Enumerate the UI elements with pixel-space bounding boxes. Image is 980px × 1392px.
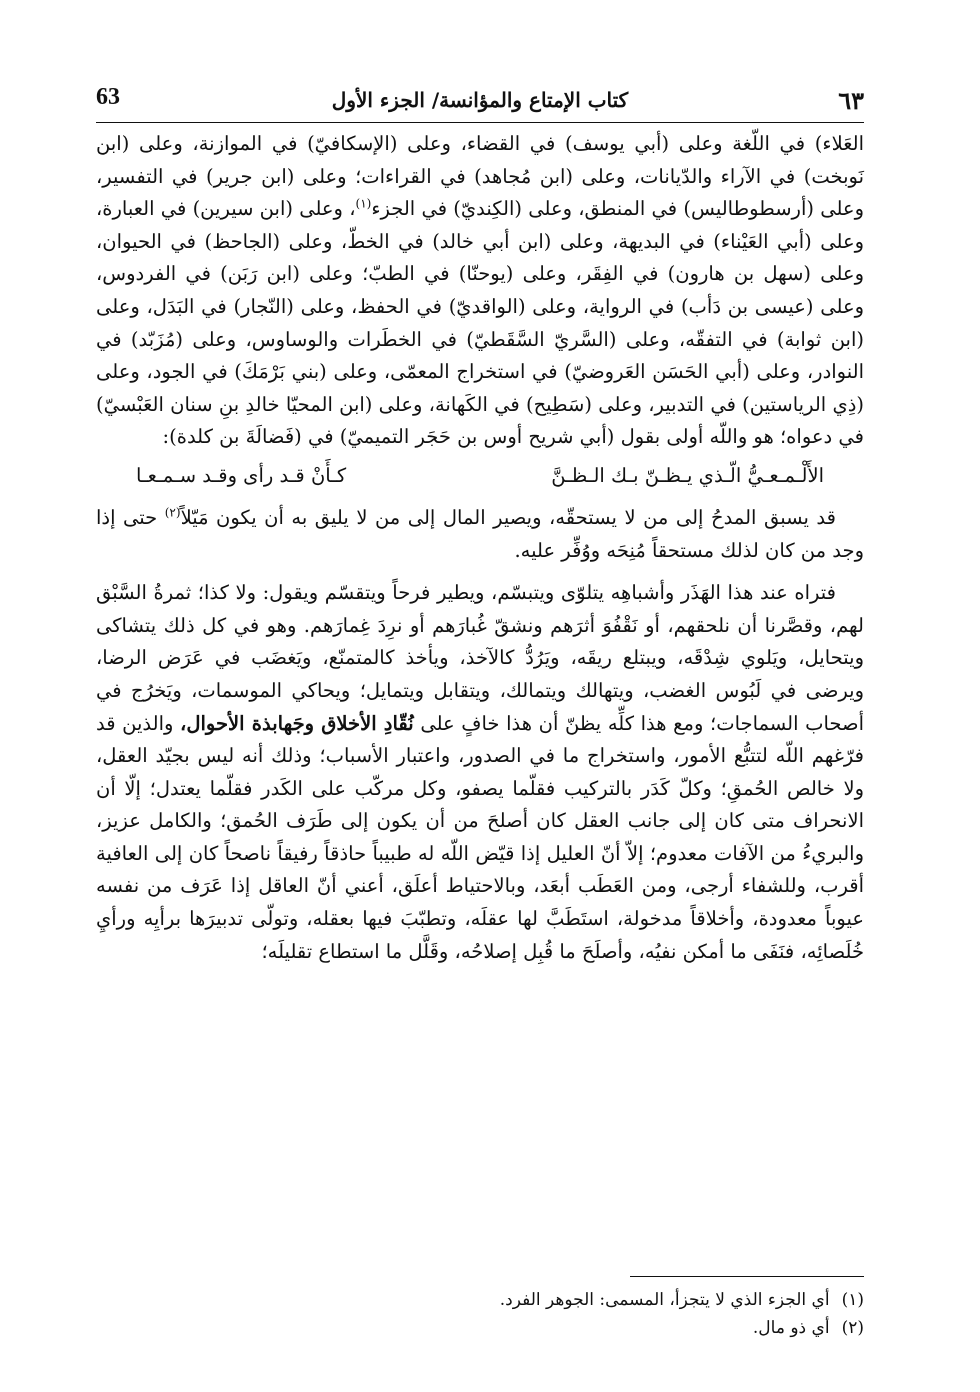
footnote-ref-1: (١): [355, 196, 372, 211]
footnotes: [96, 1286, 864, 1342]
paragraph-3-text-b: والذين قد فرّغهم اللّه لتتبُّع الأمور، واستخراج ما في الصدور، واعتبار الأسباب؛ وذلك أنه ليس بجيّد العقل، ولا خالص الحُمقِ؛ وكلّ كَدَر بالتركيب فقلّما يصفو، وكل مركّب على الكَدر فقلّما يعتدل؛ إلّا أن الانحراف متى كان إلى جانب العقل كان أصلحَ من أن يكون إلى طَرَف الحُمق؛ والكامل عزيز، والبريءُ من الآفات معدوم؛ إلاّ أنّ العليل إذا قيّض اللّه له طبيباً حاذقاً رفيقاً ناصحاً كان إلى العافية أقرب، وللشفاء أرجى، ومن العَطَب أبعَد، وبالاحتياط أعلَق، أعني أنّ العاقل إذا عَرَف من نفسه عيوباً معدودة، وأخلاقاً مدخولة، استَطَبَّ لها عقلَه، وتطبّبَ فيها بعقله، وتولّى تدبيرَها برأيِه ورأيِ خُلَصائِه، فنَفَى ما أمكن نفيُه، وأصلَحَ ما قُبِل إصلاحُه، وقَلَّل ما استطاع تقليلَه؛: [96, 711, 864, 963]
footnote-2-text: أي ذو مال.: [752, 1318, 830, 1338]
paragraph-2: [96, 502, 864, 567]
page-number-latin: 63: [96, 84, 120, 110]
paragraph-3-bold-text: نُقّادِ الأخلاق وجَهابذة الأحوال،: [180, 711, 414, 735]
footnote-ref-2: (٢): [164, 505, 181, 520]
paragraph-3: [96, 577, 864, 968]
footnote-1-text: أي الجزء الذي لا يتجزأ، المسمى: الجوهر الفرد.: [499, 1290, 830, 1310]
paragraph-3-text-a: فتراه عند هذا الهَذَر وأشباهِه يتلوّى ويتبسّم، ويطير فرحاً ويتقسّم ويقول: ولا كذا؛ ثمرةُ السَّبْق لهم، وقصَّرنا أن نلحقهم، أو نَقْفُوَ أثرَهم ونشقّ غُبارَهم أو نرِدَ غِمارَهم. وهو في كل ذلك يتشاكى ويتحايل، ويَلوي شِدْقَه، ويبتلع ريقَه، ويَرُدُّ كالآخذ، ويأخذ كالمتمنّع، ويَغضَب في عَرَض الرضا، ويرضى في لَبُوس الغضب، ويتهالك ويتمالك، ويتقابل ويتمايل؛ ويحاكي الموسمات، ويَخرُج في أصحاب السماجات؛ ومع هذا كلِّه يظنّ أن هذا خافٍ على: [96, 581, 864, 735]
footnote-2-mark: (٢): [841, 1318, 864, 1338]
running-header: [96, 80, 864, 123]
running-title: كتاب الإمتاع والمؤانسة/ الجزء الأول: [331, 88, 629, 112]
poetry-verse: [136, 460, 824, 492]
footnote-1: [96, 1286, 864, 1314]
main-text: [96, 128, 864, 968]
footnote-2: [96, 1314, 864, 1342]
paragraph-2-text-b: حتى إذا وجد من كان لذلك مستحقاً مُنِحَه ووُفِّر عليه.: [96, 505, 864, 562]
paragraph-1-text-b: ، وعلى (ابن سيرين) في العبارة، وعلى (أبي العَيْناء) في البديهة، وعلى (ابن أبي خالد) في الخطّ، وعلى (الجاحظ) في الحيوان، وعلى (سهل بن هارون) في الفِقَر، وعلى (يوحنّا) في الطبّ؛ وعلى (ابن رَبَن) في الفردوس، وعلى (عيسى بن دَأب) في الرواية، وعلى (الواقديّ) في الحفظ، وعلى (النّجار) في البَدَل، وعلى (ابن ثوابة) في التفقّه، وعلى (السَّريّ السَّقَطيّ) في الخطَرات والوساوس، وعلى (مُزَبّد) في النوادر، وعلى (أبي الحَسَن العَروضيّ) في استخراج المعمّى، وعلى (بني بَرْمَكَ) في الجود، وعلى (ذِي الرياستين) في التدبير، وعلى (سَطِيح) في الكَهانة، وعلى (ابن المحيّا خالدِ بنِ سنان العَبْسيّ) في دعواه؛ هو واللّه أولى بقول (أبي شريح أوس بن حَجَر التميميّ) في (فَضالَةَ بن كلدة):: [96, 197, 864, 449]
paragraph-1: [96, 128, 864, 454]
paragraph-2-text-a: قد يسبق المدحُ إلى من لا يستحقّه، ويصير المال إلى من لا يليق به أن يكون مَيّلاً: [180, 505, 836, 529]
footnote-1-mark: (١): [841, 1290, 864, 1310]
footnote-divider: [630, 1276, 864, 1277]
verse-hemistich-left: كـأَنْ قـد رأى وقـد سـمـعـا: [136, 463, 347, 487]
verse-hemistich-right: الأَلْـمـعـيُّ الّـذي يـظـنّ بـك الـظـنَّ: [551, 463, 824, 487]
page-number-arabic: ٦٣: [838, 86, 864, 115]
paragraph-1-text-a: العَلاء) في اللّغة وعلى (أبي يوسف) في القضاء، وعلى (الإسكافيّ) في الموازنة، وعلى (ابن نَوبخت) في الآراء والدّيانات، وعلى (ابن مُجاهد) في القراءات؛ وعلى (ابن جرير) في التفسير، وعلى (أرسطوطاليس) في المنطق، وعلى (الكِنديّ) في الجزء: [96, 132, 864, 221]
